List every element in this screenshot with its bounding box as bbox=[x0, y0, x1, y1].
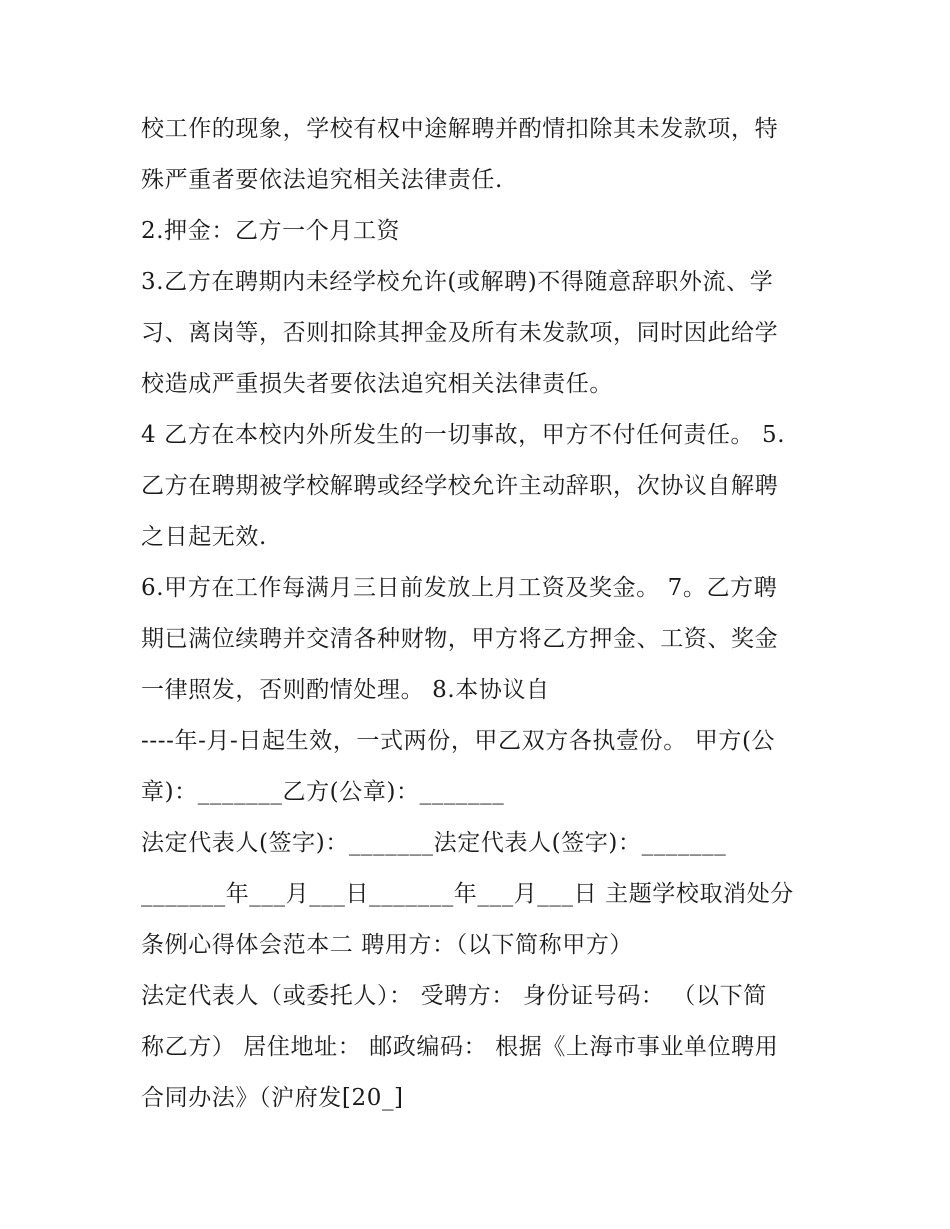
text-line: 6.甲方在工作每满月三日前发放上月工资及奖金。 7。乙方聘 bbox=[141, 575, 778, 601]
text-line: 4 乙方在本校内外所发生的一切事故，甲方不付任何责任。 5. bbox=[141, 422, 786, 448]
text-line: 条例心得体会范本二 聘用方：（以下简称甲方） bbox=[141, 932, 634, 958]
text-line: 章)：_______乙方(公章)：_______ bbox=[141, 779, 505, 805]
text-line: 2.押金：乙方一个月工资 bbox=[141, 218, 401, 244]
text-line: ----年-月-日起生效，一式两份，甲乙双方各执壹份。 甲方(公 bbox=[141, 728, 776, 754]
text-line: 习、离岗等，否则扣除其押金及所有未发款项，同时因此给学 bbox=[141, 320, 779, 346]
document-body bbox=[141, 104, 831, 1124]
text-line: _______年___月___日_______年___月___日 主题学校取消处分 bbox=[141, 881, 794, 907]
text-line: 之日起无效. bbox=[141, 524, 267, 550]
text-line: 法定代表人（或委托人）： 受聘方： 身份证号码： （以下简 bbox=[141, 983, 767, 1009]
text-line: 3.乙方在聘期内未经学校允许(或解聘)不得随意辞职外流、学 bbox=[141, 269, 774, 295]
text-line: 校工作的现象，学校有权中途解聘并酌情扣除其未发款项，特 bbox=[141, 116, 779, 142]
text-line: 殊严重者要依法追究相关法律责任. bbox=[141, 167, 503, 193]
text-line: 称乙方） 居住地址： 邮政编码： 根据《上海市事业单位聘用 bbox=[141, 1034, 779, 1060]
text-line: 期已满位续聘并交清各种财物，甲方将乙方押金、工资、奖金 bbox=[141, 626, 779, 652]
text-line: 法定代表人(签字)：_______法定代表人(签字)：_______ bbox=[141, 830, 727, 856]
text-line: 乙方在聘期被学校解聘或经学校允许主动辞职，次协议自解聘 bbox=[141, 473, 779, 499]
text-line: 一律照发，否则酌情处理。 8.本协议自 bbox=[141, 677, 550, 703]
text-line: 合同办法》（沪府发[20_] bbox=[141, 1085, 404, 1111]
text-line: 校造成严重损失者要依法追究相关法律责任。 bbox=[141, 371, 613, 397]
